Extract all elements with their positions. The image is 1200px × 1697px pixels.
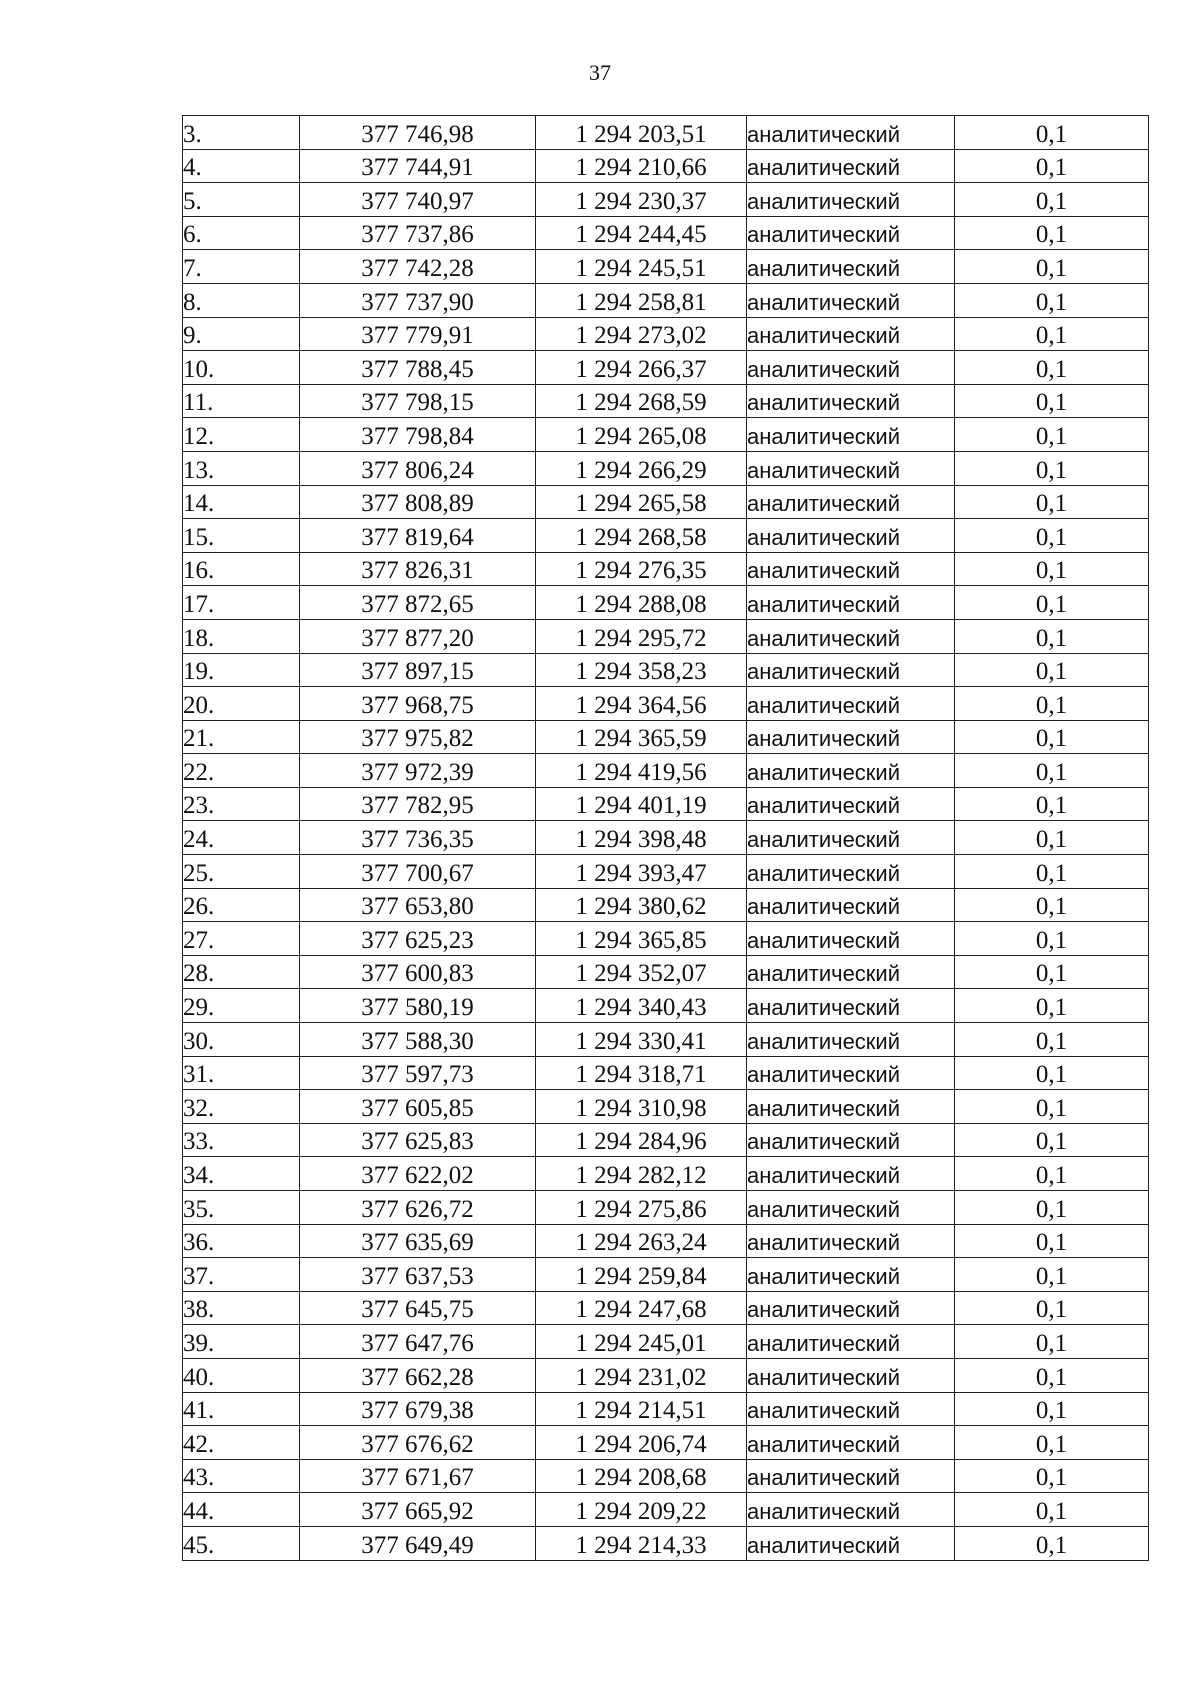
table-row	[183, 720, 1149, 754]
table-row	[183, 384, 1149, 418]
x-coordinate-cell: 377 653,80	[300, 888, 536, 922]
accuracy-cell: 0,1	[955, 1426, 1149, 1460]
accuracy-cell: 0,1	[955, 855, 1149, 889]
point-number-cell: 37.	[183, 1258, 300, 1292]
x-coordinate-cell: 377 637,53	[300, 1258, 536, 1292]
table-row	[183, 1090, 1149, 1124]
method-cell: аналитический	[747, 1090, 955, 1124]
y-coordinate-cell: 1 294 365,59	[536, 720, 747, 754]
table-row	[183, 1123, 1149, 1157]
point-number-cell: 40.	[183, 1358, 300, 1392]
point-number-cell: 12.	[183, 418, 300, 452]
accuracy-cell: 0,1	[955, 1123, 1149, 1157]
point-number-cell: 7.	[183, 250, 300, 284]
x-coordinate-cell: 377 600,83	[300, 955, 536, 989]
point-number-cell: 17.	[183, 586, 300, 620]
table-row	[183, 687, 1149, 721]
method-cell: аналитический	[747, 619, 955, 653]
table-row	[183, 283, 1149, 317]
accuracy-cell: 0,1	[955, 1392, 1149, 1426]
point-number-cell: 31.	[183, 1056, 300, 1090]
method-cell: аналитический	[747, 687, 955, 721]
table-row	[183, 855, 1149, 889]
x-coordinate-cell: 377 580,19	[300, 989, 536, 1023]
y-coordinate-cell: 1 294 266,37	[536, 351, 747, 385]
table-row	[183, 1157, 1149, 1191]
point-number-cell: 18.	[183, 619, 300, 653]
accuracy-cell: 0,1	[955, 351, 1149, 385]
table-row	[183, 1291, 1149, 1325]
accuracy-cell: 0,1	[955, 989, 1149, 1023]
table-row	[183, 317, 1149, 351]
point-number-cell: 25.	[183, 855, 300, 889]
x-coordinate-cell: 377 597,73	[300, 1056, 536, 1090]
y-coordinate-cell: 1 294 210,66	[536, 149, 747, 183]
method-cell: аналитический	[747, 116, 955, 150]
y-coordinate-cell: 1 294 245,51	[536, 250, 747, 284]
y-coordinate-cell: 1 294 245,01	[536, 1325, 747, 1359]
table-row	[183, 955, 1149, 989]
method-cell: аналитический	[747, 821, 955, 855]
table-row	[183, 1526, 1149, 1560]
point-number-cell: 23.	[183, 787, 300, 821]
point-number-cell: 5.	[183, 183, 300, 217]
point-number-cell: 11.	[183, 384, 300, 418]
x-coordinate-cell: 377 645,75	[300, 1291, 536, 1325]
table-row	[183, 1392, 1149, 1426]
accuracy-cell: 0,1	[955, 1023, 1149, 1057]
accuracy-cell: 0,1	[955, 922, 1149, 956]
point-number-cell: 36.	[183, 1224, 300, 1258]
method-cell: аналитический	[747, 1392, 955, 1426]
y-coordinate-cell: 1 294 203,51	[536, 116, 747, 150]
y-coordinate-cell: 1 294 266,29	[536, 451, 747, 485]
method-cell: аналитический	[747, 1123, 955, 1157]
y-coordinate-cell: 1 294 265,58	[536, 485, 747, 519]
table-row	[183, 116, 1149, 150]
method-cell: аналитический	[747, 1291, 955, 1325]
coordinates-table	[182, 115, 1149, 1561]
table-row	[183, 787, 1149, 821]
table-row	[183, 552, 1149, 586]
point-number-cell: 14.	[183, 485, 300, 519]
x-coordinate-cell: 377 742,28	[300, 250, 536, 284]
x-coordinate-cell: 377 975,82	[300, 720, 536, 754]
point-number-cell: 16.	[183, 552, 300, 586]
accuracy-cell: 0,1	[955, 384, 1149, 418]
method-cell: аналитический	[747, 283, 955, 317]
table-row	[183, 619, 1149, 653]
method-cell: аналитический	[747, 1224, 955, 1258]
table-row	[183, 451, 1149, 485]
y-coordinate-cell: 1 294 268,58	[536, 519, 747, 553]
x-coordinate-cell: 377 744,91	[300, 149, 536, 183]
x-coordinate-cell: 377 605,85	[300, 1090, 536, 1124]
y-coordinate-cell: 1 294 208,68	[536, 1459, 747, 1493]
method-cell: аналитический	[747, 888, 955, 922]
x-coordinate-cell: 377 806,24	[300, 451, 536, 485]
accuracy-cell: 0,1	[955, 1526, 1149, 1560]
accuracy-cell: 0,1	[955, 519, 1149, 553]
y-coordinate-cell: 1 294 265,08	[536, 418, 747, 452]
point-number-cell: 35.	[183, 1191, 300, 1225]
point-number-cell: 22.	[183, 754, 300, 788]
table-row	[183, 351, 1149, 385]
point-number-cell: 42.	[183, 1426, 300, 1460]
table-row	[183, 821, 1149, 855]
x-coordinate-cell: 377 826,31	[300, 552, 536, 586]
accuracy-cell: 0,1	[955, 451, 1149, 485]
point-number-cell: 26.	[183, 888, 300, 922]
method-cell: аналитический	[747, 451, 955, 485]
accuracy-cell: 0,1	[955, 754, 1149, 788]
x-coordinate-cell: 377 625,23	[300, 922, 536, 956]
accuracy-cell: 0,1	[955, 1090, 1149, 1124]
accuracy-cell: 0,1	[955, 1459, 1149, 1493]
table-row	[183, 1056, 1149, 1090]
table-row	[183, 1459, 1149, 1493]
y-coordinate-cell: 1 294 230,37	[536, 183, 747, 217]
method-cell: аналитический	[747, 1258, 955, 1292]
point-number-cell: 28.	[183, 955, 300, 989]
accuracy-cell: 0,1	[955, 821, 1149, 855]
table-row	[183, 1325, 1149, 1359]
method-cell: аналитический	[747, 149, 955, 183]
y-coordinate-cell: 1 294 365,85	[536, 922, 747, 956]
y-coordinate-cell: 1 294 288,08	[536, 586, 747, 620]
accuracy-cell: 0,1	[955, 619, 1149, 653]
table-row	[183, 519, 1149, 553]
accuracy-cell: 0,1	[955, 1325, 1149, 1359]
table-row	[183, 1023, 1149, 1057]
method-cell: аналитический	[747, 989, 955, 1023]
x-coordinate-cell: 377 798,84	[300, 418, 536, 452]
accuracy-cell: 0,1	[955, 1291, 1149, 1325]
y-coordinate-cell: 1 294 310,98	[536, 1090, 747, 1124]
y-coordinate-cell: 1 294 231,02	[536, 1358, 747, 1392]
y-coordinate-cell: 1 294 340,43	[536, 989, 747, 1023]
accuracy-cell: 0,1	[955, 955, 1149, 989]
accuracy-cell: 0,1	[955, 888, 1149, 922]
point-number-cell: 3.	[183, 116, 300, 150]
x-coordinate-cell: 377 968,75	[300, 687, 536, 721]
accuracy-cell: 0,1	[955, 250, 1149, 284]
x-coordinate-cell: 377 622,02	[300, 1157, 536, 1191]
point-number-cell: 9.	[183, 317, 300, 351]
point-number-cell: 6.	[183, 216, 300, 250]
table-row	[183, 418, 1149, 452]
method-cell: аналитический	[747, 855, 955, 889]
accuracy-cell: 0,1	[955, 183, 1149, 217]
table-row	[183, 1493, 1149, 1527]
table-row	[183, 216, 1149, 250]
y-coordinate-cell: 1 294 214,51	[536, 1392, 747, 1426]
table-row	[183, 1258, 1149, 1292]
y-coordinate-cell: 1 294 214,33	[536, 1526, 747, 1560]
x-coordinate-cell: 377 676,62	[300, 1426, 536, 1460]
y-coordinate-cell: 1 294 268,59	[536, 384, 747, 418]
method-cell: аналитический	[747, 586, 955, 620]
x-coordinate-cell: 377 588,30	[300, 1023, 536, 1057]
method-cell: аналитический	[747, 418, 955, 452]
y-coordinate-cell: 1 294 263,24	[536, 1224, 747, 1258]
table-row	[183, 1224, 1149, 1258]
x-coordinate-cell: 377 897,15	[300, 653, 536, 687]
method-cell: аналитический	[747, 216, 955, 250]
point-number-cell: 34.	[183, 1157, 300, 1191]
table-row	[183, 1358, 1149, 1392]
page-number: 37	[589, 60, 611, 85]
point-number-cell: 4.	[183, 149, 300, 183]
y-coordinate-cell: 1 294 247,68	[536, 1291, 747, 1325]
table-row	[183, 1426, 1149, 1460]
x-coordinate-cell: 377 635,69	[300, 1224, 536, 1258]
x-coordinate-cell: 377 647,76	[300, 1325, 536, 1359]
x-coordinate-cell: 377 649,49	[300, 1526, 536, 1560]
accuracy-cell: 0,1	[955, 283, 1149, 317]
y-coordinate-cell: 1 294 276,35	[536, 552, 747, 586]
table-row	[183, 989, 1149, 1023]
x-coordinate-cell: 377 972,39	[300, 754, 536, 788]
y-coordinate-cell: 1 294 330,41	[536, 1023, 747, 1057]
accuracy-cell: 0,1	[955, 1258, 1149, 1292]
method-cell: аналитический	[747, 485, 955, 519]
x-coordinate-cell: 377 877,20	[300, 619, 536, 653]
x-coordinate-cell: 377 740,97	[300, 183, 536, 217]
y-coordinate-cell: 1 294 318,71	[536, 1056, 747, 1090]
accuracy-cell: 0,1	[955, 149, 1149, 183]
y-coordinate-cell: 1 294 209,22	[536, 1493, 747, 1527]
accuracy-cell: 0,1	[955, 653, 1149, 687]
method-cell: аналитический	[747, 720, 955, 754]
accuracy-cell: 0,1	[955, 1358, 1149, 1392]
method-cell: аналитический	[747, 250, 955, 284]
accuracy-cell: 0,1	[955, 720, 1149, 754]
point-number-cell: 13.	[183, 451, 300, 485]
table-row	[183, 250, 1149, 284]
table-row	[183, 183, 1149, 217]
point-number-cell: 33.	[183, 1123, 300, 1157]
x-coordinate-cell: 377 671,67	[300, 1459, 536, 1493]
method-cell: аналитический	[747, 787, 955, 821]
x-coordinate-cell: 377 788,45	[300, 351, 536, 385]
table-row	[183, 754, 1149, 788]
x-coordinate-cell: 377 662,28	[300, 1358, 536, 1392]
method-cell: аналитический	[747, 653, 955, 687]
point-number-cell: 38.	[183, 1291, 300, 1325]
y-coordinate-cell: 1 294 295,72	[536, 619, 747, 653]
method-cell: аналитический	[747, 1157, 955, 1191]
y-coordinate-cell: 1 294 206,74	[536, 1426, 747, 1460]
x-coordinate-cell: 377 700,67	[300, 855, 536, 889]
table-row	[183, 586, 1149, 620]
method-cell: аналитический	[747, 1191, 955, 1225]
x-coordinate-cell: 377 872,65	[300, 586, 536, 620]
method-cell: аналитический	[747, 1459, 955, 1493]
method-cell: аналитический	[747, 922, 955, 956]
table-row	[183, 653, 1149, 687]
y-coordinate-cell: 1 294 358,23	[536, 653, 747, 687]
y-coordinate-cell: 1 294 352,07	[536, 955, 747, 989]
x-coordinate-cell: 377 626,72	[300, 1191, 536, 1225]
y-coordinate-cell: 1 294 398,48	[536, 821, 747, 855]
method-cell: аналитический	[747, 1325, 955, 1359]
x-coordinate-cell: 377 679,38	[300, 1392, 536, 1426]
method-cell: аналитический	[747, 519, 955, 553]
x-coordinate-cell: 377 808,89	[300, 485, 536, 519]
method-cell: аналитический	[747, 1426, 955, 1460]
point-number-cell: 24.	[183, 821, 300, 855]
table-row	[183, 1191, 1149, 1225]
method-cell: аналитический	[747, 552, 955, 586]
accuracy-cell: 0,1	[955, 586, 1149, 620]
accuracy-cell: 0,1	[955, 1493, 1149, 1527]
y-coordinate-cell: 1 294 380,62	[536, 888, 747, 922]
point-number-cell: 29.	[183, 989, 300, 1023]
accuracy-cell: 0,1	[955, 1191, 1149, 1225]
point-number-cell: 39.	[183, 1325, 300, 1359]
point-number-cell: 8.	[183, 283, 300, 317]
method-cell: аналитический	[747, 183, 955, 217]
method-cell: аналитический	[747, 1358, 955, 1392]
accuracy-cell: 0,1	[955, 1224, 1149, 1258]
method-cell: аналитический	[747, 955, 955, 989]
method-cell: аналитический	[747, 1023, 955, 1057]
y-coordinate-cell: 1 294 275,86	[536, 1191, 747, 1225]
method-cell: аналитический	[747, 1056, 955, 1090]
x-coordinate-cell: 377 736,35	[300, 821, 536, 855]
method-cell: аналитический	[747, 1493, 955, 1527]
method-cell: аналитический	[747, 754, 955, 788]
table-row	[183, 149, 1149, 183]
method-cell: аналитический	[747, 317, 955, 351]
point-number-cell: 10.	[183, 351, 300, 385]
y-coordinate-cell: 1 294 401,19	[536, 787, 747, 821]
point-number-cell: 21.	[183, 720, 300, 754]
point-number-cell: 20.	[183, 687, 300, 721]
y-coordinate-cell: 1 294 273,02	[536, 317, 747, 351]
point-number-cell: 19.	[183, 653, 300, 687]
x-coordinate-cell: 377 665,92	[300, 1493, 536, 1527]
point-number-cell: 43.	[183, 1459, 300, 1493]
x-coordinate-cell: 377 625,83	[300, 1123, 536, 1157]
point-number-cell: 41.	[183, 1392, 300, 1426]
accuracy-cell: 0,1	[955, 317, 1149, 351]
accuracy-cell: 0,1	[955, 418, 1149, 452]
point-number-cell: 15.	[183, 519, 300, 553]
point-number-cell: 27.	[183, 922, 300, 956]
accuracy-cell: 0,1	[955, 787, 1149, 821]
x-coordinate-cell: 377 779,91	[300, 317, 536, 351]
y-coordinate-cell: 1 294 282,12	[536, 1157, 747, 1191]
y-coordinate-cell: 1 294 364,56	[536, 687, 747, 721]
accuracy-cell: 0,1	[955, 216, 1149, 250]
y-coordinate-cell: 1 294 244,45	[536, 216, 747, 250]
method-cell: аналитический	[747, 1526, 955, 1560]
point-number-cell: 45.	[183, 1526, 300, 1560]
x-coordinate-cell: 377 819,64	[300, 519, 536, 553]
point-number-cell: 32.	[183, 1090, 300, 1124]
method-cell: аналитический	[747, 384, 955, 418]
accuracy-cell: 0,1	[955, 116, 1149, 150]
x-coordinate-cell: 377 746,98	[300, 116, 536, 150]
y-coordinate-cell: 1 294 393,47	[536, 855, 747, 889]
x-coordinate-cell: 377 798,15	[300, 384, 536, 418]
accuracy-cell: 0,1	[955, 485, 1149, 519]
table-row	[183, 922, 1149, 956]
accuracy-cell: 0,1	[955, 1157, 1149, 1191]
accuracy-cell: 0,1	[955, 552, 1149, 586]
point-number-cell: 44.	[183, 1493, 300, 1527]
y-coordinate-cell: 1 294 419,56	[536, 754, 747, 788]
y-coordinate-cell: 1 294 284,96	[536, 1123, 747, 1157]
x-coordinate-cell: 377 737,86	[300, 216, 536, 250]
x-coordinate-cell: 377 782,95	[300, 787, 536, 821]
point-number-cell: 30.	[183, 1023, 300, 1057]
x-coordinate-cell: 377 737,90	[300, 283, 536, 317]
accuracy-cell: 0,1	[955, 1056, 1149, 1090]
accuracy-cell: 0,1	[955, 687, 1149, 721]
y-coordinate-cell: 1 294 258,81	[536, 283, 747, 317]
method-cell: аналитический	[747, 351, 955, 385]
table-row	[183, 485, 1149, 519]
y-coordinate-cell: 1 294 259,84	[536, 1258, 747, 1292]
table-row	[183, 888, 1149, 922]
coordinates-table-body	[183, 116, 1149, 1561]
